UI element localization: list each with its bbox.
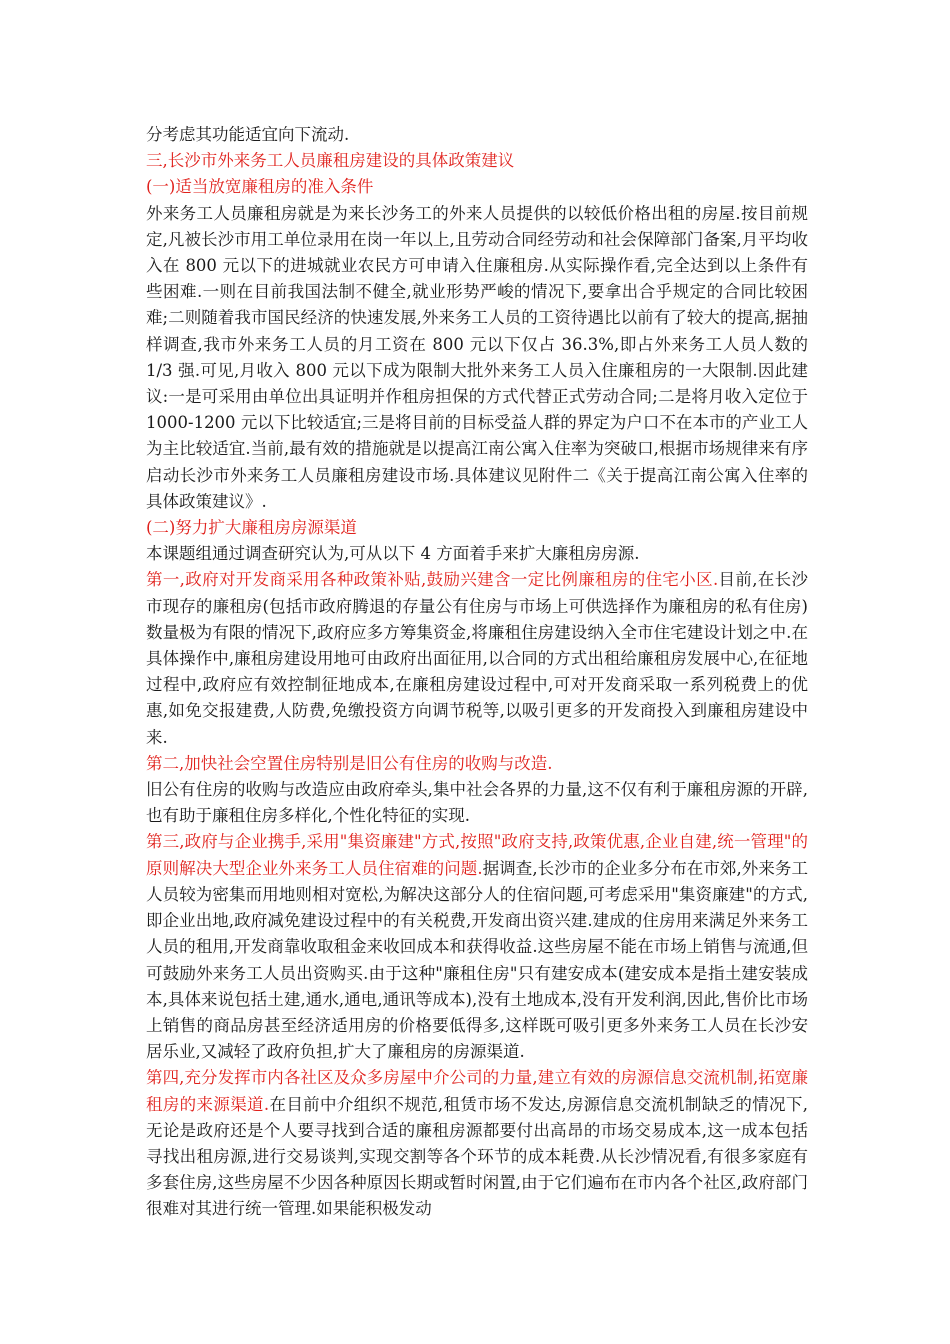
paragraph-intro-four-ways: 本课题组通过调查研究认为,可从以下 4 方面着手来扩大廉租房房源. — [146, 544, 640, 564]
paragraph-first-measure — [146, 567, 808, 750]
section-heading-3: 三,长沙市外来务工人员廉租房建设的具体政策建议 — [146, 151, 515, 171]
subsection-heading-2: (二)努力扩大廉租房房源渠道 — [146, 518, 357, 538]
document-body — [146, 122, 808, 1223]
first-measure-text: 目前,在长沙市现存的廉租房(包括市政府腾退的存量公有住房与市场上可供选择作为廉租房的私有住房)数量极为有限的情况下,政府应多方筹集资金,将廉租住房建设纳入全市住宅建设计划之中.在具体操作中,廉租房建设用地可由政府出面征用,以合同的方式出租给廉租房发展中心,在征地过程中,政府应有效控制征地成本,在廉租房建设过程中,可对开发商采取一系列税费上的优惠,如免交报建费,人防费,免缴投资方向调节税等,以吸引更多的开发商投入到廉租房建设中来. — [146, 570, 808, 747]
second-measure-highlight: 第二,加快社会空置住房特别是旧公有住房的收购与改造. — [146, 753, 553, 773]
paragraph-access-conditions: 外来务工人员廉租房就是为来长沙务工的外来人员提供的以较低价格出租的房屋.按目前规定,凡被长沙市用工单位录用在岗一年以上,且劳动合同经劳动和社会保障部门备案,月平均收入在 800 元以下的进城就业农民方可申请入住廉租房.从实际操作看,完全达到以上条件有些困难.一则在目前我国法制不健全,就业形势严峻的情况下,要拿出合乎规定的合同比较困难;二则随着我市国民经济的快速发展,外来务工人员的工资待遇比以前有了较大的提高,据抽样调查,我市外来务工人员的月工资在 800 元以下仅占 36.3%,即占外来务工人员人数的 1/3 强.可见,月收入 800 元以下成为限制大批外来务工人员入住廉租房的一大限制.因此建议:一是可采用由单位出具证明并作租房担保的方式代替正式劳动合同;二是将月收入定位于 1000-1200 元以下比较适宜;三是将目前的目标受益人群的界定为户口不在本市的产业工人为主比较适宜.当前,最有效的措施就是以提高江南公寓入住率为突破口,根据市场规律来有序启动长沙市外来务工人员廉租房建设市场.具体建议见附件二《关于提高江南公寓入住率的具体政策建议》. — [146, 203, 808, 511]
fourth-measure-highlight: 第四,充分发挥市内各社区及众多房屋中介公司的力量,建立有效的房源信息交流机制,拓宽廉租房的来源渠道. — [146, 1068, 808, 1114]
subsection-heading-1: (一)适当放宽廉租房的准入条件 — [146, 177, 374, 197]
paragraph-third-measure — [146, 829, 808, 1065]
third-measure-highlight: 第三,政府与企业携手,采用"集资廉建"方式,按照"政府支持,政策优惠,企业自建,统一管理"的原则解决大型企业外来务工人员住宿难的问题. — [146, 832, 808, 878]
first-measure-highlight: 第一,政府对开发商采用各种政策补贴,鼓励兴建含一定比例廉租房的住宅小区. — [146, 570, 719, 590]
fourth-measure-text: 在目前中介组织不规范,租赁市场不发达,房源信息交流机制缺乏的情况下,无论是政府还是个人要寻找到合适的廉租房源都要付出高昂的市场交易成本,这一成本包括寻找出租房源,进行交易谈判,实现交割等各个环节的成本耗费.从长沙情况看,有很多家庭有多套住房,这些房屋不少因各种原因长期或暂时闲置,由于它们遍布在市内各个社区,政府部门很难对其进行统一管理.如果能积极发动 — [146, 1094, 808, 1219]
paragraph-continuation: 分考虑其功能适宜向下流动. — [146, 125, 350, 144]
paragraph-fourth-measure — [146, 1065, 808, 1222]
paragraph-second-measure: 旧公有住房的收购与改造应由政府牵头,集中社会各界的力量,这不仅有利于廉租房源的开辟,也有助于廉租住房多样化,个性化特征的实现. — [146, 780, 808, 826]
third-measure-text: 据调查,长沙市的企业多分布在市郊,外来务工人员较为密集而用地则相对宽松,为解决这部分人的住宿问题,可考虑采用"集资廉建"的方式,即企业出地,政府减免建设过程中的有关税费,开发商出资兴建.建成的住房用来满足外来务工人员的租用,开发商靠收取租金来收回成本和获得收益.这些房屋不能在市场上销售与流通,但可鼓励外来务工人员出资购买.由于这种"廉租住房"只有建安成本(建安成本是指土建安装成本,具体来说包括土建,通水,通电,通讯等成本),没有土地成本,没有开发利润,因此,售价比市场上销售的商品房甚至经济适用房的价格要低得多,这样既可吸引更多外来务工人员在长沙安居乐业,又减轻了政府负担,扩大了廉租房的房源渠道. — [146, 858, 808, 1062]
